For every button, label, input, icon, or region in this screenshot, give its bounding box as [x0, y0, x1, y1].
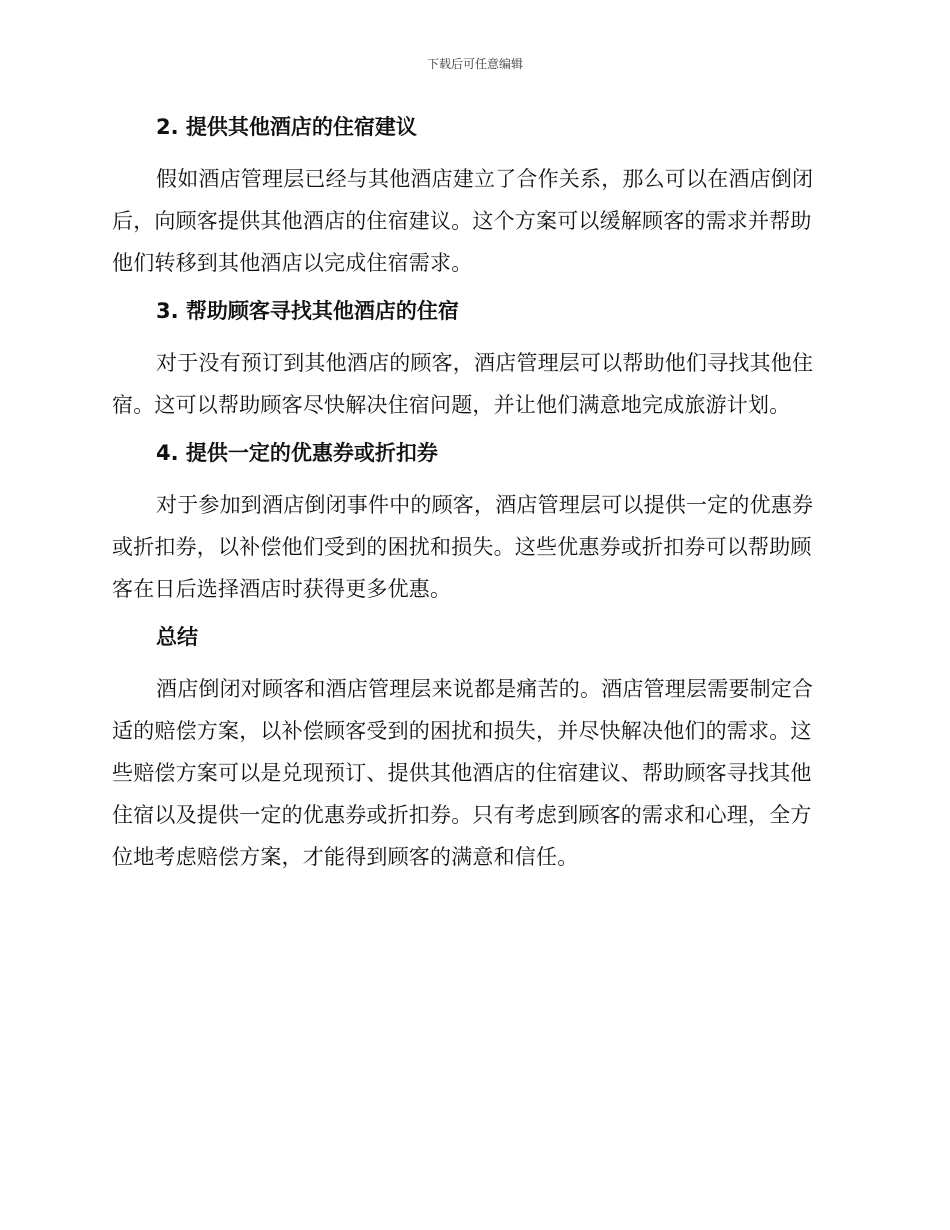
- section-hotel-suggestions: [112, 110, 832, 284]
- section-paragraph: 对于参加到酒店倒闭事件中的顾客，酒店管理层可以提供一定的优惠券或折扣券，以补偿他们受到的困扰和损失。这些优惠券或折扣券可以帮助顾客在日后选择酒店时获得更多优惠。: [112, 493, 814, 601]
- section-paragraph: 酒店倒闭对顾客和酒店管理层来说都是痛苦的。酒店管理层需要制定合适的赔偿方案，以补偿顾客受到的困扰和损失，并尽快解决他们的需求。这些赔偿方案可以是兑现预订、提供其他酒店的住宿建议、帮助顾客寻找其他住宿以及提供一定的优惠券或折扣券。只有考虑到顾客的需求和心理，全方位地考虑赔偿方案，才能得到顾客的满意和信任。: [112, 677, 814, 869]
- section-paragraph: 假如酒店管理层已经与其他酒店建立了合作关系，那么可以在酒店倒闭后，向顾客提供其他酒店的住宿建议。这个方案可以缓解顾客的需求并帮助他们转移到其他酒店以完成住宿需求。: [112, 167, 814, 275]
- section-heading: 总结: [156, 625, 198, 649]
- header-note: 下载后可任意编辑: [426, 57, 523, 71]
- section-find-accommodation: [112, 294, 832, 426]
- document-content: [112, 110, 832, 888]
- section-heading: 2. 提供其他酒店的住宿建议: [156, 115, 417, 139]
- section-heading: 4. 提供一定的优惠券或折扣券: [156, 441, 438, 465]
- section-paragraph: 对于没有预订到其他酒店的顾客，酒店管理层可以帮助他们寻找其他住宿。这可以帮助顾客尽快解决住宿问题，并让他们满意地完成旅游计划。: [112, 351, 814, 417]
- section-summary: [112, 620, 832, 878]
- section-coupons: [112, 436, 832, 610]
- section-heading: 3. 帮助顾客寻找其他酒店的住宿: [156, 299, 459, 323]
